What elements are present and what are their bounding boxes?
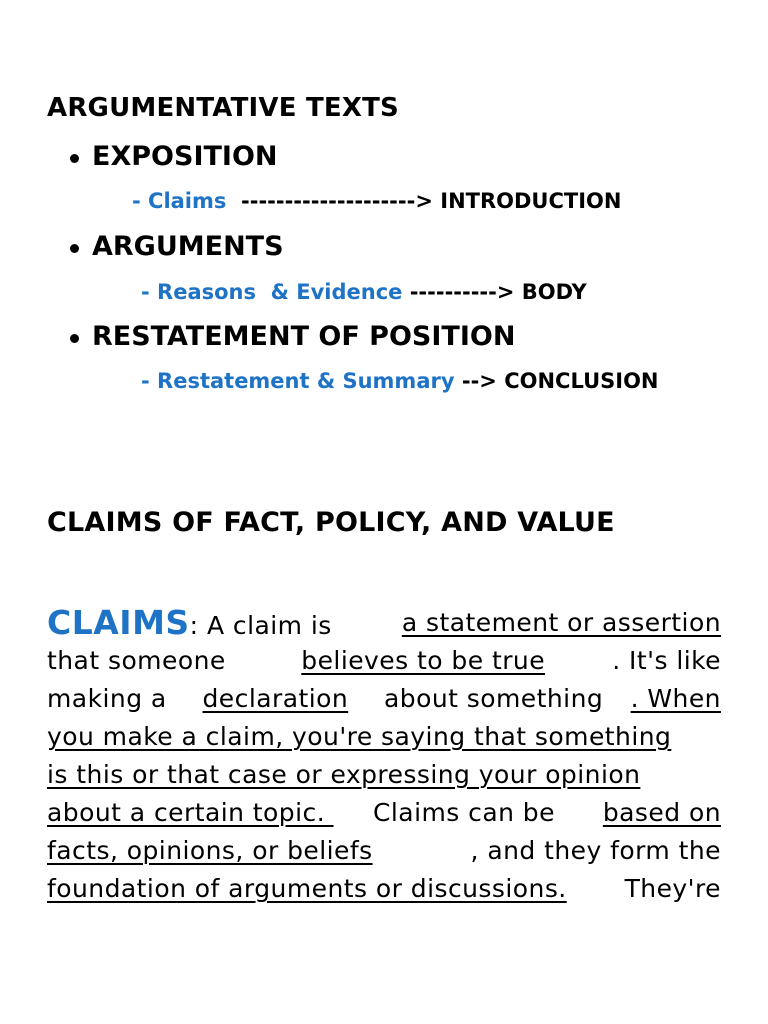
underlined-span: based on xyxy=(602,798,721,827)
paragraph-line xyxy=(47,756,721,794)
bullet-title: ARGUMENTS xyxy=(92,231,284,262)
mapping-target: INTRODUCTION xyxy=(440,189,622,213)
mapping-arrow: --> xyxy=(461,369,505,393)
bullet-icon xyxy=(70,244,79,253)
bullet-title: EXPOSITION xyxy=(92,141,278,172)
underlined-span: you make a claim, you're saying that something xyxy=(47,722,672,751)
mapping-label: - Restatement & Summary xyxy=(141,369,455,393)
paragraph-line xyxy=(47,718,721,756)
claims-term: CLAIMS xyxy=(47,603,190,642)
mapping-target: BODY xyxy=(521,280,587,304)
paragraph-line xyxy=(47,870,721,908)
text-span: that someone xyxy=(47,646,235,675)
text-span: making a xyxy=(47,684,176,713)
text-span: They're xyxy=(616,874,721,903)
underlined-span: foundation of arguments or discussions. xyxy=(47,874,567,903)
bullet-arguments xyxy=(70,231,284,262)
bullet-icon xyxy=(70,334,79,343)
mapping-reasons xyxy=(141,280,587,304)
section-heading: CLAIMS OF FACT, POLICY, AND VALUE xyxy=(47,507,615,538)
text-span: , and they form the xyxy=(470,836,721,865)
mapping-label: - Claims xyxy=(132,189,227,213)
text-span: : A claim is xyxy=(189,611,341,640)
bullet-restatement xyxy=(70,321,515,352)
paragraph-line xyxy=(47,604,721,642)
underlined-span: is this or that case or expressing your opinion xyxy=(47,760,641,789)
underlined-span: believes to be true xyxy=(301,646,546,675)
mapping-arrow: --------------------> xyxy=(241,189,441,213)
underlined-span: facts, opinions, or beliefs xyxy=(47,836,373,865)
mapping-claims xyxy=(132,189,621,213)
mapping-label: - Reasons & Evidence xyxy=(141,280,403,304)
bullet-exposition xyxy=(70,141,278,172)
mapping-restatement xyxy=(141,369,659,393)
bullet-title: RESTATEMENT OF POSITION xyxy=(92,321,516,352)
paragraph-line xyxy=(47,680,721,718)
bullet-icon xyxy=(70,154,79,163)
underlined-span: about a certain topic. xyxy=(47,798,334,827)
text-span: about something xyxy=(375,684,604,713)
underlined-span: . When xyxy=(630,684,721,713)
paragraph-line xyxy=(47,794,721,832)
claims-paragraph xyxy=(47,604,721,908)
text-span: . It's like xyxy=(612,646,721,675)
paragraph-line xyxy=(47,642,721,680)
mapping-target: CONCLUSION xyxy=(504,369,659,393)
underlined-span: declaration xyxy=(202,684,349,713)
document-title: ARGUMENTATIVE TEXTS xyxy=(47,93,399,123)
mapping-arrow: ----------> xyxy=(409,280,522,304)
underlined-span: a statement or assertion xyxy=(401,608,721,637)
paragraph-line xyxy=(47,832,721,870)
text-span: Claims can be xyxy=(373,798,564,827)
